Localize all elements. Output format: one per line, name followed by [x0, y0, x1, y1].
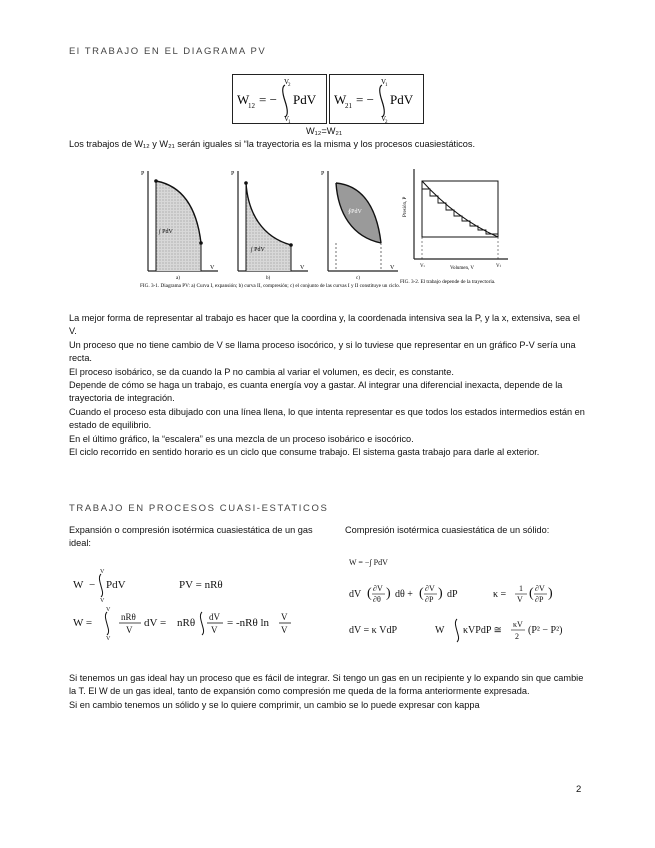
- svg-text:21: 21: [345, 102, 352, 110]
- equation-w21-image: [330, 75, 423, 123]
- svg-text:= −: = −: [356, 92, 374, 107]
- svg-text:): ): [386, 586, 391, 601]
- svg-text:): ): [438, 586, 443, 601]
- paragraph: El ciclo recorrido en sentido horario es un ciclo que consume trabajo. El sistema gasta trabajo para darle al exterior.: [69, 447, 540, 458]
- svg-text:PdV: PdV: [293, 92, 317, 107]
- diagram-b-compression: [231, 171, 308, 281]
- svg-text:∂θ: ∂θ: [373, 595, 381, 604]
- svg-text:W = −∫ PdV: W = −∫ PdV: [349, 558, 388, 567]
- solid-equations: [345, 553, 585, 647]
- svg-text:−: −: [89, 579, 96, 591]
- section2-paragraphs: [69, 672, 589, 712]
- svg-text:V: V: [106, 636, 111, 642]
- svg-text:P: P: [231, 171, 235, 177]
- svg-text:a): a): [176, 276, 180, 281]
- svg-text:dV: dV: [209, 612, 220, 622]
- svg-text:W: W: [73, 579, 84, 591]
- paragraph: Si tenemos un gas ideal hay un proceso que es fácil de integrar. Si tengo un gas en un recipiente y lo expando sin que cambie la T. El W de un gas ideal, tanto de expansión como compresión me queda de la forma anteriormente expresada.: [69, 673, 584, 697]
- svg-text:Vf: Vf: [496, 264, 501, 269]
- svg-text:∂V: ∂V: [425, 584, 435, 593]
- svg-text:dV = κ VdP: dV = κ VdP: [349, 625, 398, 636]
- svg-text:PV = nRθ: PV = nRθ: [179, 579, 223, 591]
- svg-text:= −: = −: [259, 92, 277, 107]
- svg-text:Volumen, V: Volumen, V: [450, 266, 474, 271]
- svg-text:(: (: [367, 586, 372, 601]
- svg-text:V: V: [381, 78, 387, 86]
- paragraph: Depende de cómo se haga un trabajo, es cuanta energía voy a gastar. Al integrar una diferencial inexacta, depende de la trayectoria de integración.: [69, 380, 563, 404]
- svg-text:∂P: ∂P: [425, 595, 434, 604]
- figure-caption-left: FIG. 3-1. Diagrama PV: a) Curva I, expansión; b) curva II, compresión; c) el conjunto de las curvas I y II constituye un ciclo.: [140, 283, 401, 289]
- statement-equal-work: Los trabajos de W₁₂ y W₂₁ serán iguales si “la trayectoria es la misma y los procesos cuasiestáticos.: [69, 139, 475, 149]
- svg-text:dV: dV: [349, 589, 362, 600]
- section-heading-pv: El TRABAJO EN EL DIAGRAMA PV: [69, 46, 267, 57]
- svg-text:V: V: [211, 625, 218, 635]
- pv-diagrams-figure: [138, 163, 511, 298]
- svg-text:1: 1: [519, 584, 523, 593]
- svg-text:PdV: PdV: [390, 92, 414, 107]
- svg-text:= -nRθ ln: = -nRθ ln: [227, 617, 270, 629]
- svg-text:): ): [548, 586, 553, 601]
- svg-text:P: P: [141, 171, 145, 177]
- svg-text:(: (: [419, 586, 424, 601]
- ideal-gas-equations-image: [69, 566, 329, 646]
- svg-text:nRθ: nRθ: [121, 612, 136, 622]
- svg-text:12: 12: [248, 102, 255, 110]
- diagram-c-cycle: [321, 171, 398, 281]
- svg-text:V: V: [284, 78, 290, 86]
- ideal-gas-equations: [69, 566, 329, 646]
- figure-caption-right: FIG. 3-2. El trabajo depende de la trayectoria.: [400, 279, 496, 285]
- svg-text:1: 1: [288, 120, 291, 123]
- equation-box-w21: [329, 74, 424, 124]
- svg-text:∂V: ∂V: [535, 584, 545, 593]
- svg-text:(: (: [529, 586, 534, 601]
- svg-text:P: P: [321, 171, 325, 177]
- svg-text:V: V: [300, 265, 305, 271]
- equation-w12-image: [233, 75, 326, 123]
- diagram-a-expansion: [141, 171, 218, 281]
- paragraph: La mejor forma de representar al trabajo es hacer que la coordina y, la coordenada intensiva sea la P, y la x, extensiva, sea el V.: [69, 313, 580, 337]
- paragraph: Si en cambio tenemos un sólido y se lo quiere comprimir, un cambio se lo puede expresar con kappa: [69, 699, 480, 710]
- paragraph: Un proceso que no tiene cambio de V se llama proceso isocórico, y si lo tuviese que representar en un gráfico P-V sería una recta.: [69, 339, 576, 364]
- paragraph: Cuando el proceso esta dibujado con una línea llena, lo que intenta representar es que todos los estados intermedios están en estado de equilibrio.: [69, 406, 585, 431]
- svg-text:nRθ: nRθ: [177, 617, 196, 629]
- solid-equations-image: [345, 553, 585, 647]
- svg-text:c): c): [356, 276, 360, 281]
- left-column-title: Expansión o compresión isotérmica cuasiestática de un gas ideal:: [69, 525, 313, 549]
- paragraph: En el último gráfico, la “escalera” es una mezcla de un proceso isobárico e isocórico.: [69, 433, 414, 444]
- svg-text:(P² − P²): (P² − P²): [528, 625, 563, 636]
- svg-text:2: 2: [288, 83, 291, 88]
- svg-text:Presión, P: Presión, P: [403, 196, 408, 217]
- svg-text:V: V: [106, 607, 111, 613]
- paragraph: El proceso isobárico, se da cuando la P no cambia al variar el volumen, es decir, es constante.: [69, 366, 454, 377]
- svg-text:W: W: [435, 625, 445, 636]
- svg-text:1: 1: [385, 83, 388, 88]
- svg-text:V: V: [126, 625, 133, 635]
- pv-diagrams-image: [138, 163, 511, 298]
- section-heading-quasistatic: TRABAJO EN PROCESOS CUASI-ESTATICOS: [69, 503, 329, 514]
- svg-text:κVPdP ≅: κVPdP ≅: [463, 625, 502, 636]
- svg-text:Vi: Vi: [420, 264, 425, 269]
- svg-text:W: W: [334, 92, 347, 107]
- svg-text:V: V: [517, 595, 523, 604]
- svg-text:κ =: κ =: [493, 589, 507, 600]
- svg-text:V: V: [100, 598, 105, 604]
- equation-box-w12: [232, 74, 327, 124]
- svg-text:dθ +: dθ +: [395, 589, 413, 600]
- svg-text:V: V: [284, 115, 290, 123]
- svg-text:V: V: [210, 265, 215, 271]
- svg-text:W: W: [237, 92, 250, 107]
- page-number: 2: [576, 784, 582, 795]
- svg-text:dV =: dV =: [144, 617, 167, 629]
- svg-text:V: V: [100, 569, 105, 575]
- svg-text:dP: dP: [447, 589, 458, 600]
- svg-text:κV: κV: [513, 620, 523, 629]
- svg-text:∫ PdV: ∫ PdV: [159, 229, 173, 235]
- svg-text:V: V: [381, 115, 387, 123]
- svg-text:V: V: [390, 265, 395, 271]
- svg-text:∮PdV: ∮PdV: [348, 209, 362, 215]
- svg-text:V: V: [281, 612, 288, 622]
- svg-text:∂V: ∂V: [373, 584, 383, 593]
- svg-text:∫ PdV: ∫ PdV: [251, 247, 265, 253]
- section1-paragraphs: [69, 312, 589, 459]
- svg-text:V: V: [281, 625, 288, 635]
- svg-text:PdV: PdV: [106, 579, 126, 591]
- formula-equality-note: W₁₂=W₂₁: [306, 126, 343, 136]
- diagram-staircase: [403, 169, 508, 271]
- svg-text:b): b): [266, 276, 271, 281]
- right-column-title: Compresión isotérmica cuasiestática de un sólido:: [345, 525, 550, 535]
- svg-text:W =: W =: [73, 617, 93, 629]
- svg-text:2: 2: [385, 120, 388, 123]
- svg-text:∂P: ∂P: [535, 595, 544, 604]
- svg-text:2: 2: [515, 632, 519, 641]
